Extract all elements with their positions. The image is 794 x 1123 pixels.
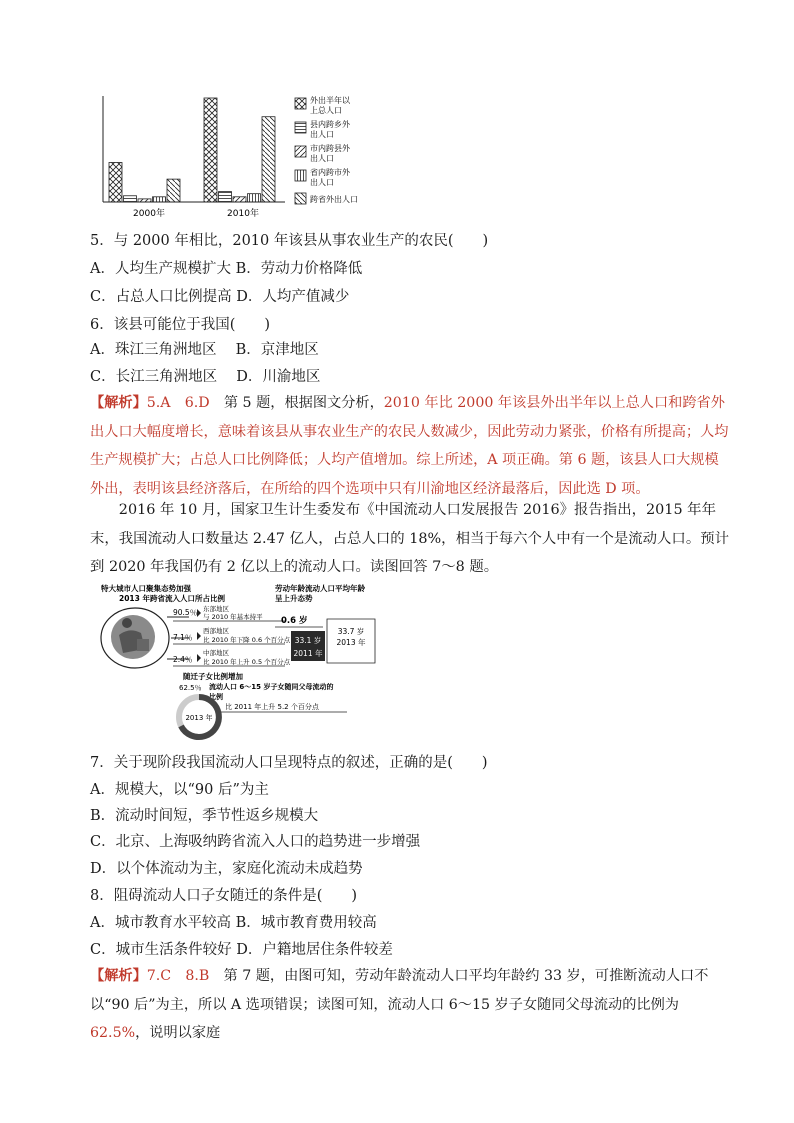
q7-option-d: D．以个体流动为主，家庭化流动未成趋势 <box>90 861 363 877</box>
central-pct: 2.4％ <box>173 655 193 664</box>
bar-city-1 <box>233 197 246 202</box>
x-tick-2010: 2010年 <box>227 209 259 219</box>
q6-stem: 6．该县可能位于我国( ) <box>90 317 271 333</box>
q5-options-ab: A．人均生产规模扩大 B．劳动力价格降低 <box>90 261 363 277</box>
central-label: 中部地区 <box>203 649 229 657</box>
chevron-right-icon <box>197 632 201 640</box>
west-desc: 比 2010 年下降 0.6 个百分点 <box>203 636 291 644</box>
west-pct: 7.1％ <box>173 633 193 642</box>
legend-label: 出人口 <box>310 154 334 163</box>
east-label: 东部地区 <box>203 605 229 613</box>
analysis-answers: 5.A 6.D <box>146 395 210 411</box>
analysis-5-6 <box>90 389 730 503</box>
legend-label: 出人口 <box>310 178 334 187</box>
legend-label: 跨省外出人口 <box>310 195 358 204</box>
east-desc: 与 2010 年基本持平 <box>203 613 263 621</box>
info-title-left-2: 2013 年跨省流入人口所占比例 <box>119 594 225 603</box>
analysis-text: 第 5 题，根据图文分析， <box>209 395 384 411</box>
legend-swatch-interprovince <box>295 193 306 204</box>
q5-stem: 5．与 2000 年相比，2010 年该县从事农业生产的农民( ) <box>90 233 489 249</box>
analysis-7-8 <box>90 962 730 1048</box>
analysis-tag: 【解析】 <box>90 968 147 984</box>
legend-label: 外出半年以 <box>310 96 350 105</box>
legend-label: 县内跨乡外 <box>310 120 350 129</box>
age-2013-year: 2013 年 <box>336 638 366 647</box>
info-title-right-2: 呈上升态势 <box>275 594 313 603</box>
q5-options-cd: C．占总人口比例提高 D．人均产值减少 <box>90 289 350 305</box>
q6-options-cd: C．长江三角洲地区 D．川渝地区 <box>90 369 321 385</box>
info-title-left-1: 特大城市人口聚集态势加强 <box>101 584 191 593</box>
q7-option-a: A．规模大，以“90 后”为主 <box>90 782 269 798</box>
analysis-tag: 【解析】 <box>90 395 147 411</box>
child-change: 比 2011 年上升 5.2 个百分点 <box>225 703 319 711</box>
legend-label: 市内跨县外 <box>310 144 350 153</box>
q7-option-c: C．北京、上海吸纳跨省流入人口的趋势进一步增强 <box>90 834 421 850</box>
age-2011-year: 2011 年 <box>293 649 323 658</box>
chevron-right-icon <box>197 609 201 617</box>
west-label: 西部地区 <box>203 627 229 635</box>
legend-swatch-county <box>295 122 306 133</box>
population-bar-chart <box>95 92 405 222</box>
analysis-text: ，说明以家庭 <box>135 1025 221 1041</box>
intro-paragraph: 2016 年 10 月，国家卫生计生委发布《中国流动人口发展报告 2016》报告指出，2015 年年末，我国流动人口数量达 2.47 亿人，占总人口的 18%，相当于每六个人中有一个是流动人口。预计到 2020 年我国仍有 2 亿以上的流动人口。读图回答 7～8 题。 <box>90 502 729 575</box>
bar-city-0 <box>138 199 151 202</box>
legend-swatch-city <box>295 146 306 157</box>
bar-total-0 <box>109 162 122 202</box>
bar-county-1 <box>219 192 232 202</box>
legend-label: 省内跨市外 <box>310 168 350 177</box>
legend-label: 出人口 <box>310 130 334 139</box>
bar-province-1 <box>248 194 261 202</box>
age-2013-value: 33.7 岁 <box>337 627 365 636</box>
bar-interprovince-1 <box>262 117 275 202</box>
bar-province-0 <box>153 197 166 202</box>
child-title: 随迁子女比例增加 <box>183 672 243 681</box>
child-pct: 62.5％ <box>179 684 202 692</box>
legend-swatch-province <box>295 170 306 181</box>
bar-total-1 <box>204 98 217 202</box>
analysis-answers: 7.C 8.B <box>146 968 210 984</box>
child-desc-1: 流动人口 6～15 岁子女随同父母流动的 <box>209 683 334 691</box>
info-title-right-1: 劳动年龄流动人口平均年龄 <box>275 584 365 593</box>
q7-option-b: B．流动时间短，季节性返乡规模大 <box>90 808 319 824</box>
bar-interprovince-0 <box>167 179 180 202</box>
child-year: 2013 年 <box>185 714 213 722</box>
q8-stem: 8．阻碍流动人口子女随迁的条件是( ) <box>90 888 358 904</box>
age-2011-value: 33.1 岁 <box>294 636 322 645</box>
east-pct: 90.5％ <box>173 608 198 617</box>
child-desc-2: 比例 <box>209 693 223 701</box>
central-desc: 比 2010 年上升 0.5 个百分点 <box>203 658 291 666</box>
migration-infographic <box>97 583 397 743</box>
q6-options-ab: A．珠江三角洲地区 B．京津地区 <box>90 342 319 358</box>
q8-options-ab: A．城市教育水平较高 B．城市教育费用较高 <box>90 915 377 931</box>
q8-options-cd: C．城市生活条件较好 D．户籍地居住条件较差 <box>90 942 393 958</box>
analysis-text: 第 7 题，由图可知，劳动年龄流动人口平均年龄约 33 岁，可推断流动人口不以“90 后”为主，所以 A 选项错误；读图可知，流动人口 6～15 岁子女随同父母流动的比例为 <box>90 968 709 1013</box>
legend-label: 上总人口 <box>310 106 342 115</box>
analysis-text-red: 2010 年比 2000 年该县外出半年以上总人口和跨省外出人口大幅度增长，意味着该县从事农业生产的农民人数减少，因此劳动力紧张，价格有所提高；人均生产规模扩大；占总人口比例降低；人均产值增加。综上所述，A 项正确。第 6 题，该县人口大规模外出，表明该县经济落后，在所给的四个选项中只有川渝地区经济最落后，因此选 D 项。 <box>90 395 729 497</box>
legend-swatch-total <box>295 98 306 109</box>
chevron-right-icon <box>197 654 201 662</box>
analysis-text-red: 62.5% <box>90 1025 136 1041</box>
x-tick-2000: 2000年 <box>133 209 165 219</box>
bar-county-0 <box>124 196 137 202</box>
q7-stem: 7．关于现阶段我国流动人口呈现特点的叙述，正确的是( ) <box>90 755 488 771</box>
age-increase: 0.6 岁 <box>281 616 308 626</box>
